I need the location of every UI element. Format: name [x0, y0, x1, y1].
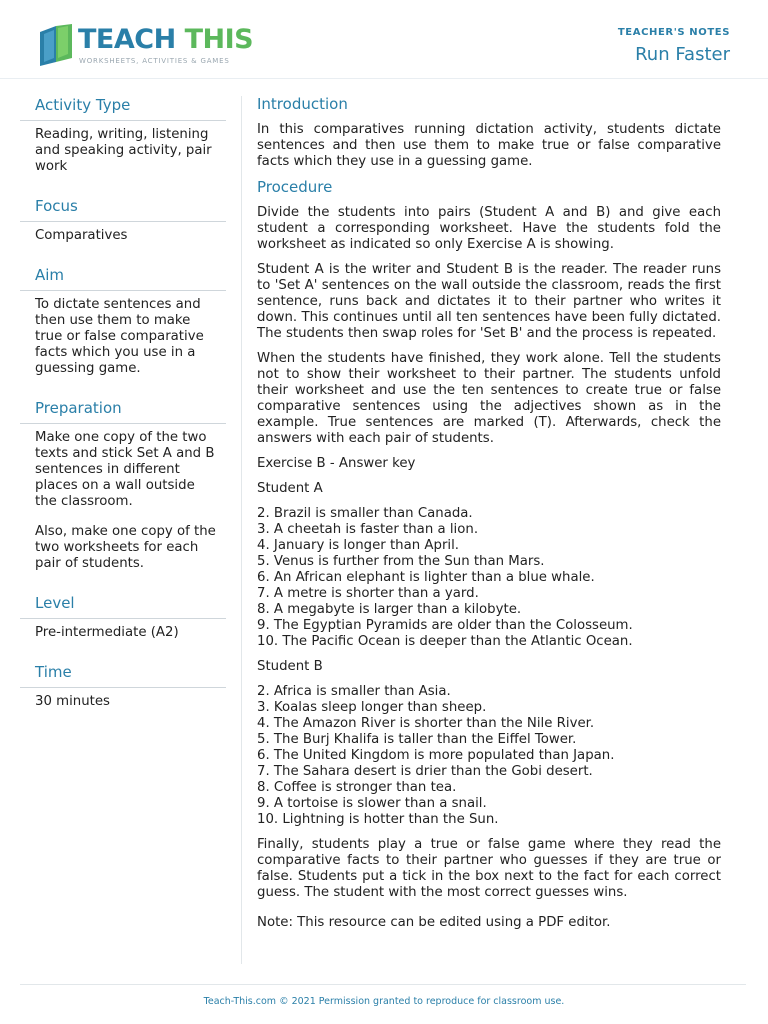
- preparation-text-1: Make one copy of the two texts and stick Set A and B sentences in different places on a wall outside the classroom.: [35, 430, 215, 509]
- time-heading: Time: [20, 661, 226, 688]
- answer-line: 10. Lightning is hotter than the Sun.: [257, 812, 499, 827]
- logo-word-teach: TEACH: [78, 24, 176, 55]
- student-b-answer-list: [257, 684, 721, 828]
- main-content: [257, 94, 721, 940]
- procedure-paragraph-4: Finally, students play a true or false game where they read the comparative facts to their partner who guesses if they are true or false. Students put a tick in the box next to the fact for each correct guess. The student with the most correct guesses wins.: [257, 837, 721, 900]
- pdf-editor-note: Note: This resource can be edited using a PDF editor.: [257, 915, 611, 930]
- answer-line: 6. The United Kingdom is more populated than Japan.: [257, 748, 615, 763]
- level-text: Pre-intermediate (A2): [35, 625, 179, 640]
- logo-wordmark: [78, 24, 253, 55]
- answer-line: 8. Coffee is stronger than tea.: [257, 780, 457, 795]
- book-logo-icon: [36, 22, 76, 66]
- teachers-notes-label: TEACHER'S NOTES: [617, 27, 730, 38]
- answer-line: 7. A metre is shorter than a yard.: [257, 586, 479, 601]
- sidebar: [20, 94, 226, 730]
- answer-line: 2. Brazil is smaller than Canada.: [257, 506, 473, 521]
- footer-copyright[interactable]: Teach-This.com © 2021 Permission granted to reproduce for classroom use.: [203, 996, 565, 1007]
- answer-line: 7. The Sahara desert is drier than the Gobi desert.: [257, 764, 593, 779]
- procedure-heading: Procedure: [257, 178, 333, 196]
- answer-line: 6. An African elephant is lighter than a blue whale.: [257, 570, 595, 585]
- answer-line: 9. A tortoise is slower than a snail.: [257, 796, 487, 811]
- preparation-text-2: Also, make one copy of the two worksheets for each pair of students.: [35, 524, 216, 571]
- answer-line: 2. Africa is smaller than Asia.: [257, 684, 451, 699]
- student-a-answer-list: [257, 506, 721, 650]
- answer-line: 5. The Burj Khalifa is taller than the Eiffel Tower.: [257, 732, 577, 747]
- student-a-label: Student A: [257, 481, 323, 496]
- answer-line: 4. The Amazon River is shorter than the Nile River.: [257, 716, 595, 731]
- aim-text: To dictate sentences and then use them to make true or false comparative facts which you use in a guessing game.: [35, 297, 204, 376]
- footer-divider: [20, 984, 746, 985]
- level-heading: Level: [20, 592, 226, 619]
- focus-section: [20, 195, 226, 244]
- introduction-text: In this comparatives running dictation activity, students dictate sentences and then use them to make true or false comparative facts which they use in a guessing game.: [257, 122, 721, 169]
- procedure-paragraph-2: Student A is the writer and Student B is the reader. The reader runs to 'Set A' sentences on the wall outside the classroom, reads the first sentence, runs back and dictates it to their partner who writes it down. This continues until all ten sentences have been fully dictated. The students then swap roles for 'Set B' and the process is repeated.: [257, 262, 721, 341]
- page-header: [0, 0, 768, 79]
- time-text: 30 minutes: [35, 694, 110, 709]
- answer-line: 4. January is longer than April.: [257, 538, 460, 553]
- answer-line: 8. A megabyte is larger than a kilobyte.: [257, 602, 522, 617]
- logo-word-this: THIS: [184, 24, 254, 55]
- answer-line: 5. Venus is further from the Sun than Mars.: [257, 554, 545, 569]
- page-title: Run Faster: [635, 44, 730, 65]
- level-section: [20, 592, 226, 641]
- activity-type-heading: Activity Type: [20, 94, 226, 121]
- activity-type-text: Reading, writing, listening and speaking activity, pair work: [35, 127, 212, 174]
- column-divider: [241, 96, 242, 964]
- answer-line: 10. The Pacific Ocean is deeper than the Atlantic Ocean.: [257, 634, 633, 649]
- aim-section: [20, 264, 226, 377]
- focus-heading: Focus: [20, 195, 226, 222]
- introduction-heading: Introduction: [257, 95, 348, 113]
- answer-line: 3. A cheetah is faster than a lion.: [257, 522, 479, 537]
- preparation-heading: Preparation: [20, 397, 226, 424]
- procedure-paragraph-1: Divide the students into pairs (Student A and B) and give each student a corresponding worksheet. Have the students fold the worksheet as indicated so only Exercise A is showing.: [257, 205, 721, 252]
- focus-text: Comparatives: [35, 228, 128, 243]
- answer-line: 3. Koalas sleep longer than sheep.: [257, 700, 487, 715]
- activity-type-section: [20, 94, 226, 175]
- teach-this-logo[interactable]: [36, 22, 254, 68]
- preparation-section: [20, 397, 226, 572]
- answer-key-title: Exercise B - Answer key: [257, 456, 416, 471]
- logo-tagline: WORKSHEETS, ACTIVITIES & GAMES: [79, 57, 230, 65]
- student-b-label: Student B: [257, 659, 323, 674]
- answer-line: 9. The Egyptian Pyramids are older than the Colosseum.: [257, 618, 633, 633]
- aim-heading: Aim: [20, 264, 226, 291]
- time-section: [20, 661, 226, 710]
- procedure-paragraph-3: When the students have finished, they work alone. Tell the students not to show their worksheet to their partner. The students unfold their worksheet and use the ten sentences to create true or false comparative sentences using the adjectives shown as in the example. True sentences are marked (T). Afterwards, check the answers with each pair of students.: [257, 351, 721, 446]
